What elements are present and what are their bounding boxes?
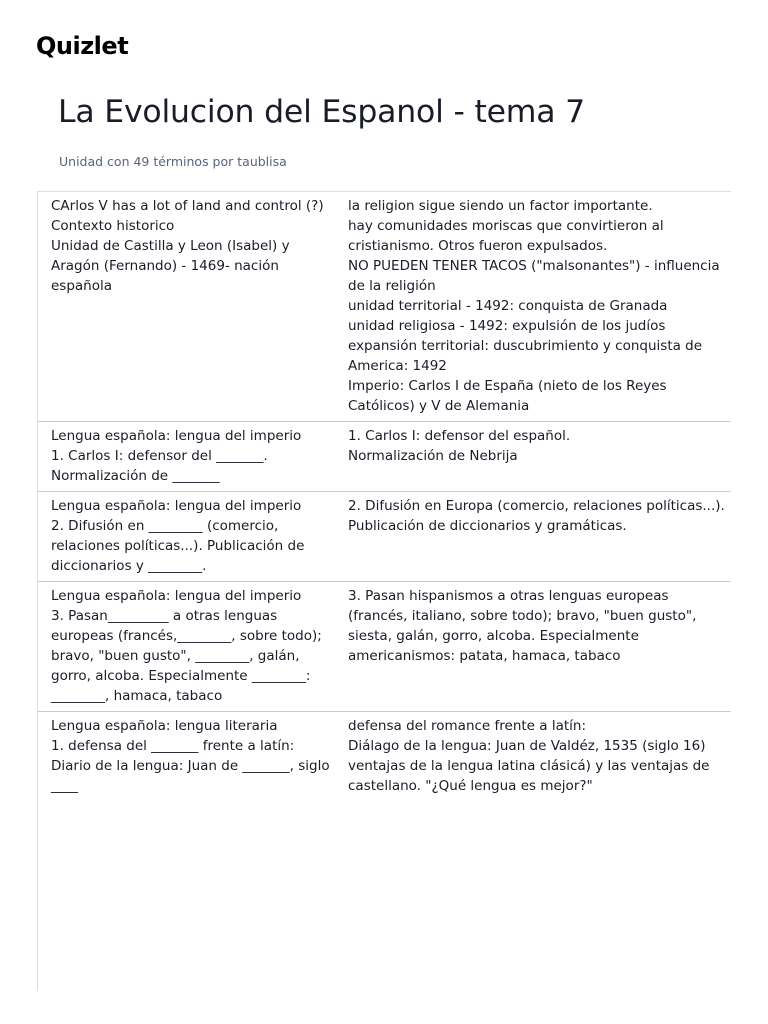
set-meta-text: Unidad con 49 términos por <box>59 154 238 169</box>
definition-text: 1. Carlos I: defensor del español. Normalización de Nebrija <box>348 428 571 464</box>
term-row <box>38 192 731 422</box>
term-text: Lengua española: lengua del imperio 2. Difusión en ________ (comercio, relaciones políticas...). Publicación de diccionarios y ________. <box>51 498 305 574</box>
term-text: CArlos V has a lot of land and control (?) Contexto historico Unidad de Castilla y Leon (Isabel) y Aragón (Fernando) - 1469- nación española <box>51 198 324 294</box>
definition-text: defensa del romance frente a latín: Diálago de la lengua: Juan de Valdéz, 1535 (siglo 16) ventajas de la lengua latina clásicá) y las ventajas de castellano. "¿Qué lengua es mejor?" <box>348 718 710 794</box>
term-text: Lengua española: lengua del imperio 3. Pasan_________ a otras lenguas europeas (francés,________, sobre todo); bravo, "buen gusto", ________, galán, gorro, alcoba. Especialmente ________: ________, hamaca, tabaco <box>51 588 322 704</box>
definition-text: 2. Difusión en Europa (comercio, relaciones políticas...). Publicación de diccionarios y gramáticas. <box>348 498 725 534</box>
term-text: Lengua española: lengua del imperio 1. Carlos I: defensor del _______. Normalización de _______ <box>51 428 302 484</box>
term-row <box>38 492 731 582</box>
definition-text: la religion sigue siendo un factor importante. hay comunidades moriscas que convirtieron al cristianismo. Otros fueron expulsados. NO PUEDEN TENER TACOS ("malsonantes") - influencia de la religión unidad territorial - 1492: conquista de Granada unidad religiosa - 1492: expulsión de los judíos expansión territorial: duscubrimiento y conquista de America: 1492 Imperio: Carlos I de España (nieto de los Reyes Católicos) y V de Alemania <box>348 198 720 414</box>
terms-table <box>38 191 731 801</box>
set-title: La Evolucion del Espanol - tema 7 <box>58 94 586 130</box>
term-text: Lengua española: lengua literaria 1. defensa del _______ frente a latín: Diario de la lengua: Juan de _______, siglo ____ <box>51 718 330 794</box>
term-row <box>38 422 731 492</box>
term-row <box>38 712 731 801</box>
quizlet-logo[interactable]: Quizlet <box>36 32 129 60</box>
definition-text: 3. Pasan hispanismos a otras lenguas europeas (francés, italiano, sobre todo); bravo, "buen gusto", siesta, galán, gorro, alcoba. Especialmente americanismos: patata, hamaca, tabaco <box>348 588 697 664</box>
term-row <box>38 582 731 712</box>
author-link[interactable]: taublisa <box>237 154 287 169</box>
set-meta <box>59 153 287 171</box>
